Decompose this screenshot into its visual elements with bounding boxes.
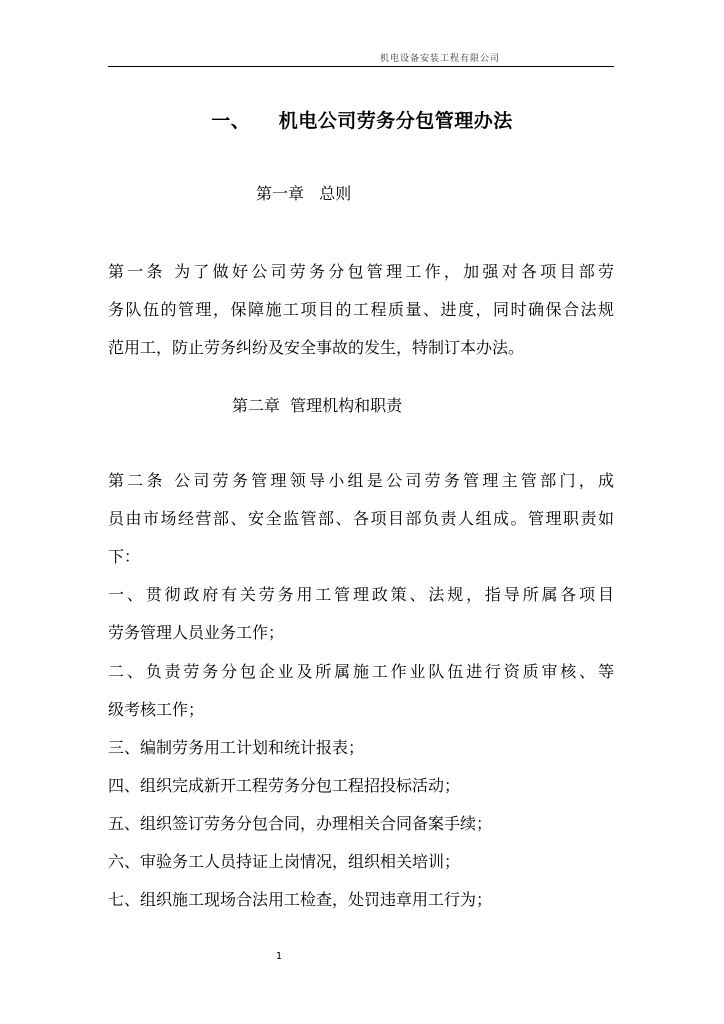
chapter-1-heading: 第一章 总则 <box>256 184 352 203</box>
article-1-line: 范用工，防止劳务纠纷及安全事故的发生，特制订本办法。 <box>108 338 525 357</box>
header-company-name: 机电设备安装工程有限公司 <box>380 54 501 64</box>
page-number: 1 <box>275 951 283 962</box>
article-1-line: 第一条 为了做好公司劳务分包管理工作，加强对各项目部劳 <box>108 262 614 281</box>
article-2-line: 员由市场经营部、安全监管部、各项目部负责人组成。管理职责如 <box>108 509 614 528</box>
duty-line: 三、编制劳务用工计划和统计报表； <box>108 738 365 757</box>
article-1-line: 务队伍的管理，保障施工项目的工程质量、进度，同时确保合法规 <box>108 300 614 319</box>
page-header <box>108 49 614 67</box>
chapter-2-heading: 第二章 管理机构和职责 <box>232 396 403 415</box>
duty-line: 七、组织施工现场合法用工检查，处罚违章用工行为； <box>108 890 493 909</box>
duty-line: 级考核工作； <box>108 700 205 719</box>
duty-line: 一、贯彻政府有关劳务用工管理政策、法规，指导所属各项目 <box>108 585 614 604</box>
duty-line: 劳务管理人员业务工作； <box>108 623 285 642</box>
duty-line: 六、审验务工人员持证上岗情况，组织相关培训； <box>108 852 461 871</box>
duty-line: 二、负责劳务分包企业及所属施工作业队伍进行资质审核、等 <box>108 662 614 681</box>
document-title: 一、 机电公司劳务分包管理办法 <box>211 110 513 132</box>
article-2-line: 第二条 公司劳务管理领导小组是公司劳务管理主管部门，成 <box>108 471 614 490</box>
duty-line: 四、组织完成新开工程劳务分包工程招投标活动； <box>108 776 461 795</box>
article-2-line: 下： <box>108 547 141 566</box>
duty-line: 五、组织签订劳务分包合同，办理相关合同备案手续； <box>108 814 493 833</box>
